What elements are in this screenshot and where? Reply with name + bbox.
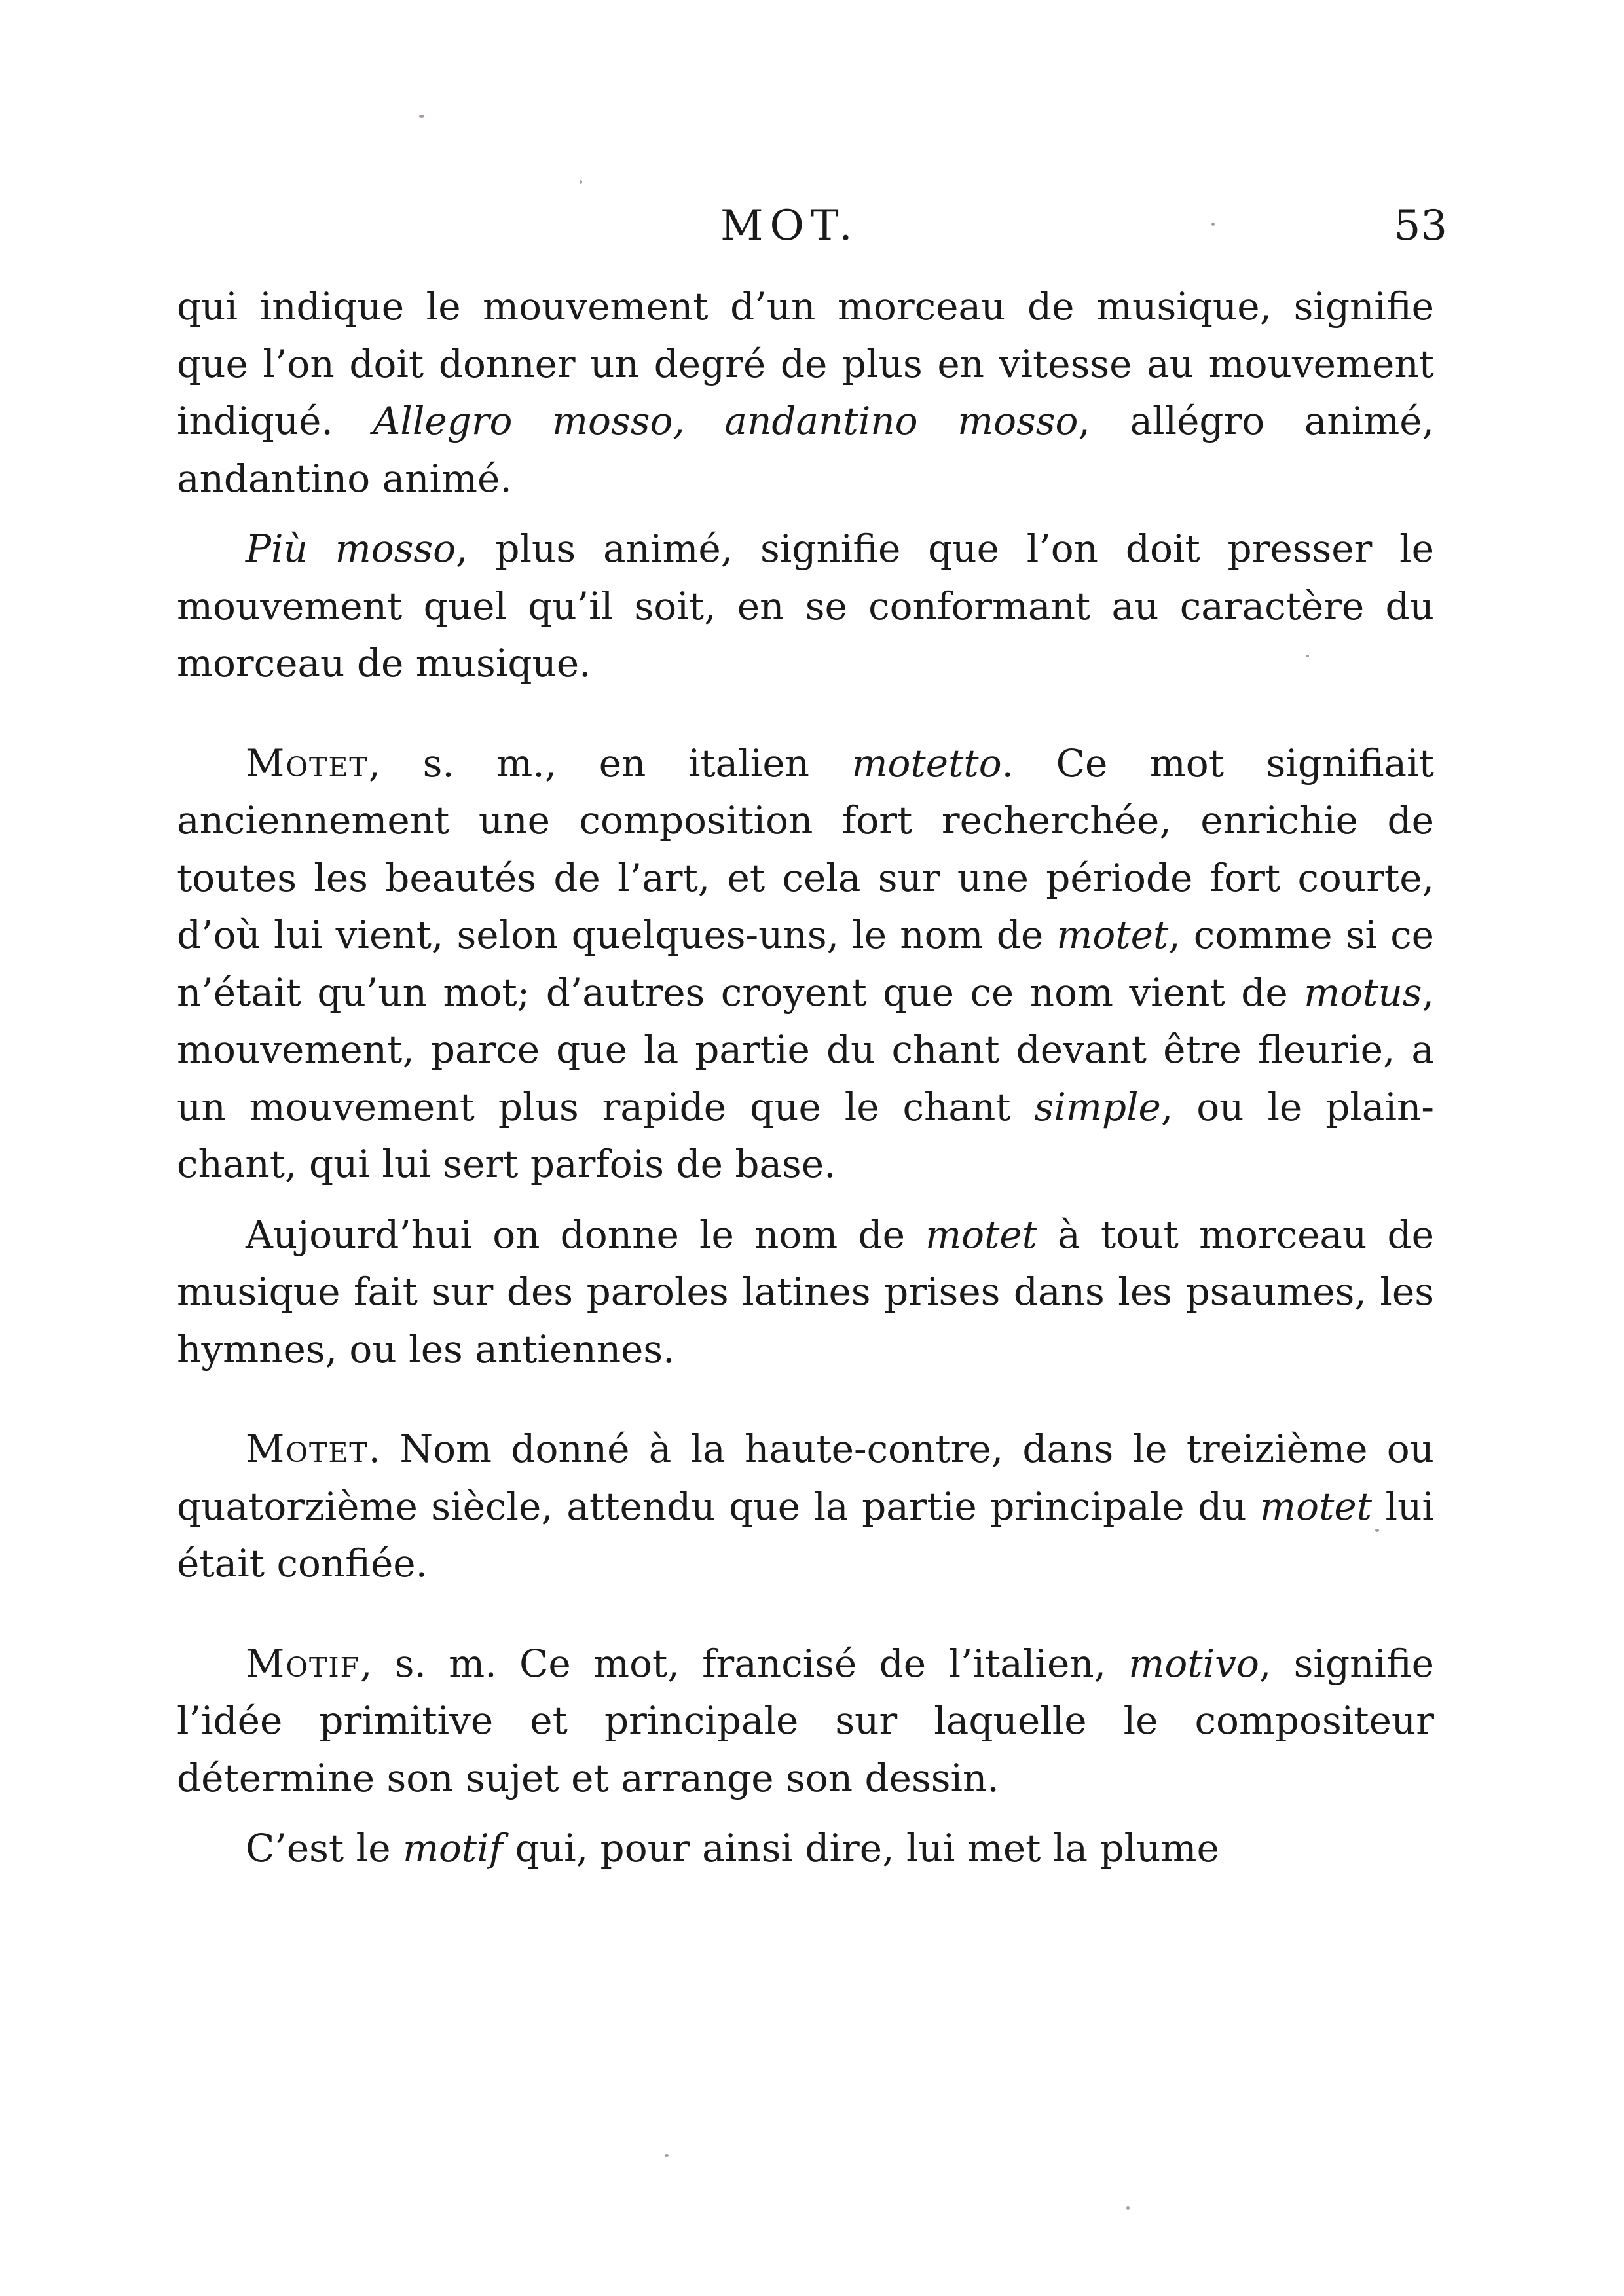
entry-motet-haute-contre: [177, 1421, 1434, 1593]
paragraph-motif-continued: [177, 1820, 1434, 1878]
italic-term: Più mosso: [246, 526, 456, 571]
ink-speck: [1211, 223, 1215, 226]
italic-term: motet: [1056, 913, 1169, 957]
entry-motif: [177, 1635, 1434, 1808]
text-run: lui était confiée.: [177, 1484, 1435, 1586]
text-run: , s. m. Ce mot, francisé de l’italien,: [360, 1641, 1129, 1686]
italic-term: motet: [925, 1212, 1037, 1257]
ink-speck: [665, 2154, 669, 2157]
ink-speck: [419, 115, 424, 118]
text-run: qui indique le mouvement d’un morceau de musique, signifie que l’on doit donner un degré de plus en vitesse au mouvement indiqué.: [177, 284, 1434, 443]
text-run: , plus animé, signifie que l’on doit presser le mouvement quel qu’il soit, en se conformant au caractère du morceau de musique.: [177, 526, 1434, 685]
text-run: . Nom donné à la haute-contre, dans le treizième ou quatorzième siècle, attendu que la partie principale du: [177, 1427, 1434, 1529]
ink-speck: [1375, 1529, 1379, 1532]
paragraph-motet-today: [177, 1207, 1434, 1379]
entry-headword: Motif: [246, 1641, 360, 1686]
paragraph-piu-mosso: [177, 520, 1434, 693]
text-run: , signifie l’idée primitive et principale sur laquelle le compositeur détermine son sujet et arrange son dessin.: [177, 1641, 1434, 1800]
italic-term: motus: [1304, 970, 1422, 1015]
page-number: 53: [1393, 202, 1447, 250]
running-head: MOT.: [720, 202, 859, 250]
entry-headword: Motet: [246, 1427, 369, 1471]
text-run: C’est le: [246, 1826, 403, 1870]
italic-term: motif: [402, 1826, 504, 1870]
text-run: , mouvement, parce que la partie du chant devant être fleurie, a un mouvement plus rapide que le chant: [177, 970, 1434, 1129]
text-run: , allégro animé, andantino animé.: [177, 399, 1435, 501]
italic-term: motivo: [1128, 1641, 1259, 1686]
text-run: , comme si ce n’était qu’un mot; d’autres croyent que ce nom vient de: [177, 913, 1434, 1015]
ink-speck: [1306, 655, 1309, 657]
paragraph-continuation: [177, 278, 1434, 507]
text-run: . Ce mot signifiait anciennement une composition fort recherchée, enrichie de toutes les beautés de l’art, et cela sur une période fort courte, d’où lui vient, selon quelques-uns, le nom de: [177, 740, 1434, 957]
entry-headword: Motet: [246, 740, 369, 786]
page-header: [177, 196, 1447, 255]
text-run: , ou le plain-chant, qui lui sert parfois de base.: [177, 1084, 1434, 1186]
page-body: [177, 278, 1434, 1878]
text-run: Aujourd’hui on donne le nom de: [246, 1212, 926, 1257]
italic-term: motetto: [851, 740, 1002, 786]
italic-term: motet: [1260, 1484, 1373, 1529]
text-run: à tout morceau de musique fait sur des paroles latines prises dans les psaumes, les hymnes, ou les antiennes.: [177, 1212, 1434, 1372]
text-run: qui, pour ainsi dire, lui met la plume: [503, 1826, 1219, 1870]
entry-motet: [177, 735, 1434, 1194]
ink-speck: [1126, 2206, 1130, 2210]
italic-term: Allegro mosso, andantino mosso: [373, 399, 1079, 443]
italic-term: simple: [1034, 1084, 1161, 1129]
ink-speck: [580, 180, 582, 184]
text-run: , s. m., en italien: [368, 740, 852, 786]
